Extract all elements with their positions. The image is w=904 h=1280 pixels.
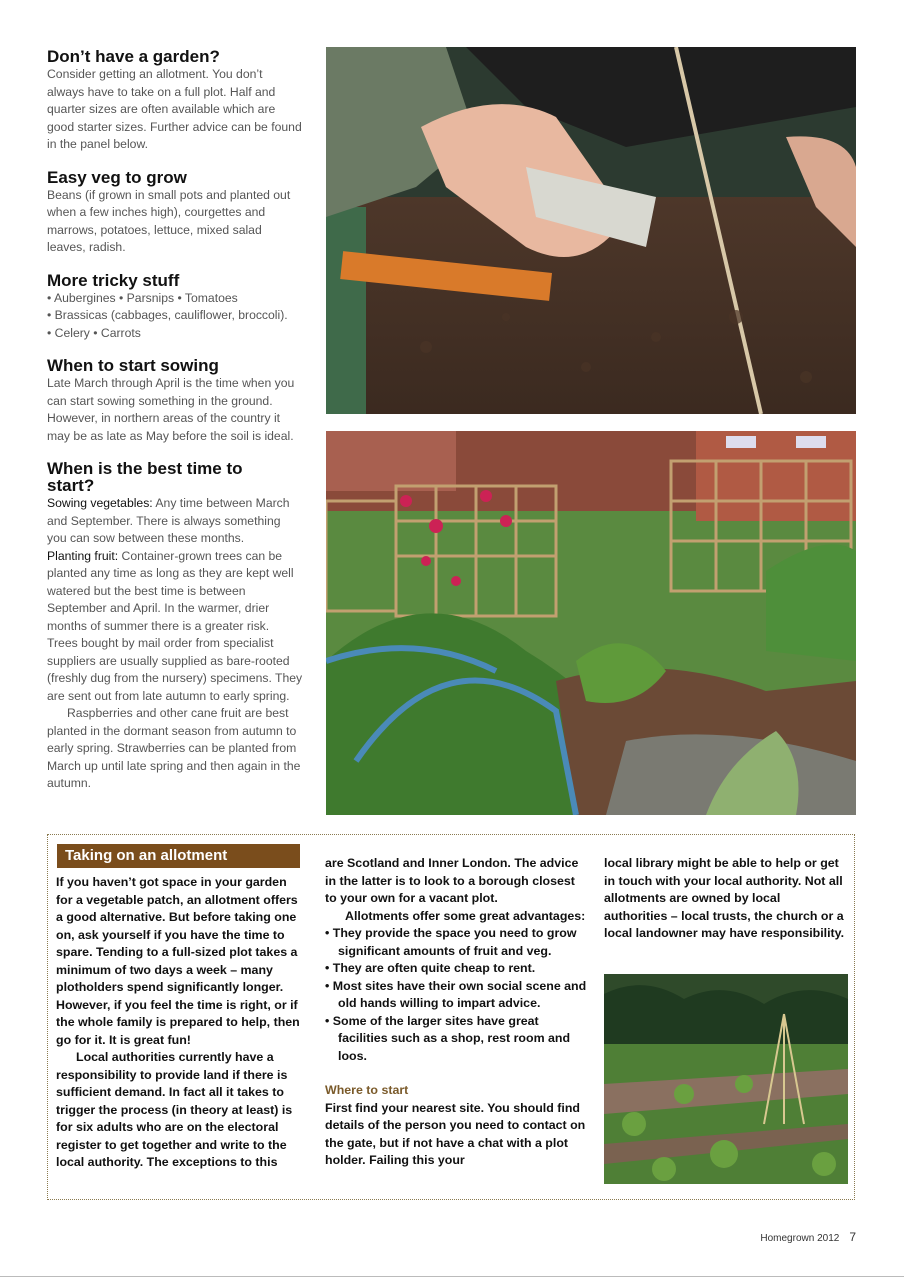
panel-column-3 — [604, 855, 846, 943]
photo-kitchen-garden — [326, 431, 856, 815]
text-planting-fruit: Container-grown trees can be planted any time as long as they are kept well watered but the best time is between September and April. In the warmer, drier months of summer there is a greater risk. Trees bought by mail order from specialist suppliers are usually supplied as bare-rooted (freshly dug from the nursery) specimens. They are sent out from late autumn to early spring. — [47, 548, 303, 703]
body-easy-veg: Beans (if grown in small pots and planted out when a few inches high), courgettes and marrows, potatoes, lettuce, mixed salad leaves, radish. — [47, 187, 291, 254]
section-best-time — [47, 460, 303, 793]
body-sowing: Late March through April is the time when you can start sowing something in the ground. However, in northern areas of the country it may be as late as May before the soil is ideal. — [47, 376, 295, 443]
text-sowing-veg: Any time between March and September. There is always something you can sow between these months. — [47, 496, 290, 545]
body-no-garden: Consider getting an allotment. You don’t always have to take on a full plot. Half and quarter sizes are often available which are good starter sizes. Further advice can be found in the panel below. — [47, 67, 302, 151]
heading-sowing: When to start sowing — [47, 356, 219, 375]
section-sowing — [47, 357, 303, 445]
photo-sowing-seeds — [326, 47, 856, 414]
publication-name: Homegrown 2012 — [760, 1233, 840, 1244]
list-item: • Brassicas (cabbages, cauliflower, broccoli). — [47, 308, 288, 322]
body-planting-fruit — [47, 548, 303, 706]
panel-paragraph: First find your nearest site. You should find details of the person you need to contact on the gate, but if not have a chat with a plot holder. Failing this your — [325, 1100, 586, 1167]
panel-paragraph: are Scotland and Inner London. The advice in the latter is to look to a borough closest to your own for a vacant plot. — [325, 856, 579, 905]
allotment-panel — [47, 834, 855, 1200]
list-item: • They provide the space you need to grow significant amounts of fruit and veg. — [325, 926, 577, 958]
panel-paragraph: If you haven’t got space in your garden for a vegetable patch, an allotment offers a good alternative. But before taking one on, ask yourself if you have the time to spare. Tending to a full-sized plot takes a minimum of two days a week – many plotholders spend significantly longer. However, if you feel the time is right, or if the whole family is prepared to help, then go for it. It is great fun! — [56, 875, 300, 1047]
list-item: • Celery • Carrots — [47, 325, 141, 340]
left-column — [47, 48, 303, 808]
heading-tricky: More tricky stuff — [47, 270, 180, 290]
section-no-garden — [47, 48, 303, 154]
panel-paragraph: local library might be able to help or get in touch with your local authority. Not all allotments are owned by local authorities – local trusts, the church or a local landowner may have responsibility. — [604, 856, 845, 940]
lead-planting-fruit: Planting fruit: — [47, 548, 119, 563]
panel-column-2 — [325, 855, 587, 1170]
body-cane-fruit: Raspberries and other cane fruit are best planted in the dormant season from autumn to early spring. Strawberries can be planted from March up until late spring and then again in the autumn. — [47, 706, 301, 790]
lead-sowing-veg: Sowing vegetables: — [47, 496, 153, 510]
panel-title: Taking on an allotment — [57, 844, 300, 868]
list-item: • They are often quite cheap to rent. — [325, 961, 536, 975]
photo-allotment — [604, 974, 848, 1184]
heading-no-garden: Don’t have a garden? — [47, 47, 220, 66]
panel-paragraph: Local authorities currently have a responsibility to provide land if there is sufficient demand. In fact all it takes to trigger the process (in theory at least) is for six adults who are on the electoral register to get together and write to the local authority. The exceptions to this — [56, 1050, 293, 1169]
page-footer — [760, 1230, 856, 1244]
panel-column-1 — [56, 874, 304, 1172]
heading-best-time: When is the best time to start? — [47, 459, 243, 495]
advantages-list — [325, 925, 587, 1065]
bottom-rule — [0, 1276, 904, 1277]
panel-paragraph: Allotments offer some great advantages: — [345, 908, 586, 923]
tricky-list — [47, 290, 303, 343]
section-tricky — [47, 272, 303, 343]
page-number: 7 — [849, 1230, 856, 1244]
section-easy-veg — [47, 169, 303, 257]
heading-easy-veg: Easy veg to grow — [47, 167, 187, 187]
list-item: • Some of the larger sites have great facilities such as a shop, rest room and loos. — [325, 1013, 571, 1063]
list-item: • Aubergines • Parsnips • Tomatoes — [47, 290, 238, 305]
list-item: • Most sites have their own social scene and old hands willing to impart advice. — [325, 978, 587, 1010]
where-to-start-heading: Where to start — [325, 1083, 409, 1097]
body-sowing-veg — [47, 495, 303, 548]
